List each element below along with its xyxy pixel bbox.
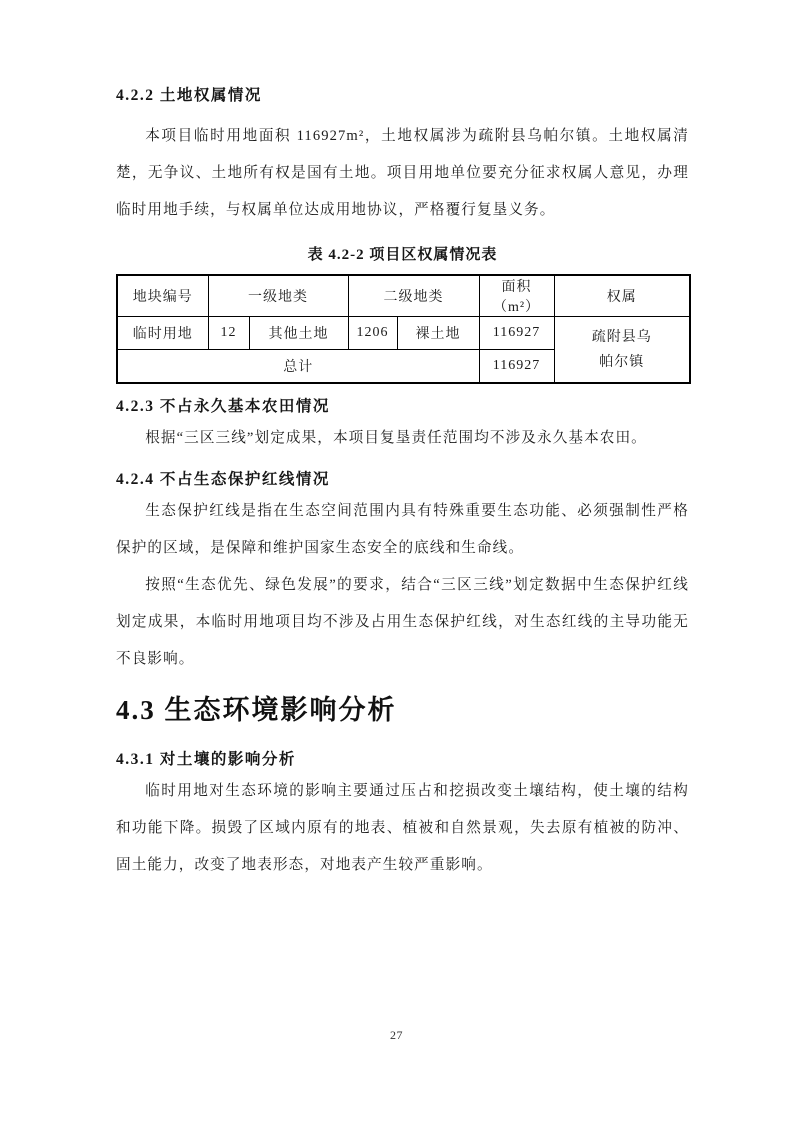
cell-l2-code: 1206	[348, 317, 397, 350]
th-level1-type: 一级地类	[208, 275, 348, 317]
page-number: 27	[390, 1028, 403, 1042]
heading-4-3-1-soil-impact: 4.3.1 对土壤的影响分析	[116, 751, 296, 768]
cell-l2-name: 裸土地	[397, 317, 479, 350]
heading-4-2-3-basic-farmland: 4.2.3 不占永久基本农田情况	[116, 398, 330, 415]
th-ownership: 权属	[554, 275, 690, 317]
para-redline-definition: 生态保护红线是指在生态空间范围内具有特殊重要生态功能、必须强制性严格保护的区域，是保障和维护国家生态安全的底线和生命线。	[116, 503, 689, 556]
para-land-ownership: 本项目临时用地面积 116927m²，土地权属涉为疏附县乌帕尔镇。土地权属清楚，无争议、土地所有权是国有土地。项目用地单位要充分征求权属人意见，办理临时用地手续，与权属单位达成用地协议，严格覆行复垦义务。	[116, 128, 689, 218]
cell-total-area: 116927	[479, 350, 554, 384]
para-soil-impact: 临时用地对生态环境的影响主要通过压占和挖损改变土壤结构，使土壤的结构和功能下降。损毁了区域内原有的地表、植被和自然景观，失去原有植被的防冲、固土能力，改变了地表形态，对地表产生较严重影响。	[116, 783, 689, 873]
heading-4-3-eco-impact-analysis: 4.3 生态环境影响分析	[116, 695, 397, 725]
table-header-row	[117, 275, 690, 317]
cell-l1-code: 12	[208, 317, 249, 350]
table-title: 表 4.2-2 项目区权属情况表	[307, 247, 498, 263]
th-area: 面积（m²）	[479, 275, 554, 317]
cell-area: 116927	[479, 317, 554, 350]
cell-plot: 临时用地	[117, 317, 208, 350]
cell-total-label: 总计	[117, 350, 479, 384]
page-content	[116, 0, 689, 884]
para-basic-farmland: 根据“三区三线”划定成果，本项目复垦责任范围均不涉及永久基本农田。	[145, 430, 647, 446]
th-plot-id: 地块编号	[117, 275, 208, 317]
heading-4-2-4-ecological-redline: 4.2.4 不占生态保护红线情况	[116, 471, 330, 488]
heading-4-2-2-land-ownership: 4.2.2 土地权属情况	[116, 87, 262, 104]
cell-l1-name: 其他土地	[249, 317, 348, 350]
ownership-table	[116, 274, 691, 384]
th-level2-type: 二级地类	[348, 275, 479, 317]
cell-ownership-text: 疏附县乌帕尔镇	[591, 329, 652, 370]
table-row-temporary-land	[117, 317, 690, 350]
para-redline-result: 按照“生态优先、绿色发展”的要求，结合“三区三线”划定数据中生态保护红线划定成果，本临时用地项目均不涉及占用生态保护红线，对生态红线的主导功能无不良影响。	[116, 577, 689, 667]
cell-ownership	[554, 317, 690, 384]
